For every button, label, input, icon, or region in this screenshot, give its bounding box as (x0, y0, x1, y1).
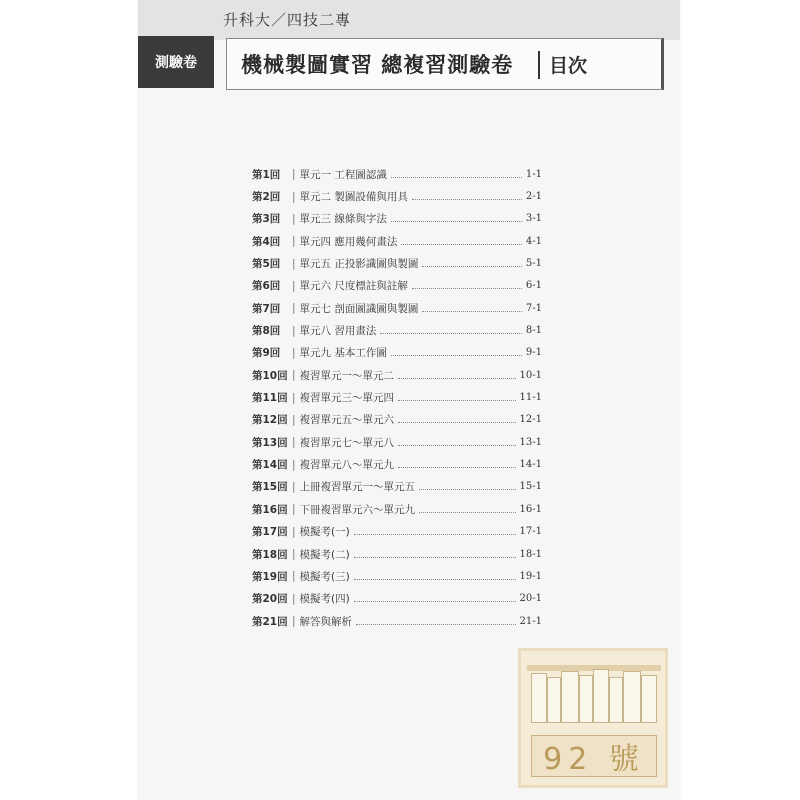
page-title: 機械製圖實習 總複習測驗卷 (241, 53, 514, 77)
toc-entry-page: 2-1 (525, 191, 542, 203)
toc-entry-number: 第7回 (252, 302, 281, 315)
toc-dot-leader (422, 311, 522, 312)
toc-separator: | (292, 324, 296, 337)
toc-entry-number: 第16回 (252, 503, 288, 516)
toc-separator: | (292, 525, 296, 538)
toc-entry-page: 16-1 (519, 503, 542, 515)
toc-entry-number: 第21回 (252, 615, 288, 628)
toc-entry (252, 185, 542, 207)
toc-dot-leader (401, 244, 522, 245)
toc-entry-title: 複習單元三～單元四 (299, 392, 395, 405)
toc-entry-page: 5-1 (525, 258, 542, 270)
toc-entry-page: 4-1 (525, 235, 542, 247)
toc-entry-title: 複習單元八～單元九 (299, 459, 395, 472)
toc-separator: | (292, 257, 296, 270)
toc-dot-leader (419, 512, 515, 513)
toc-dot-leader (398, 378, 515, 379)
toc-dot-leader (398, 445, 515, 446)
toc-entry-page: 18-1 (519, 548, 542, 560)
toc-entry-title: 單元六 尺度標註與註解 (299, 280, 408, 293)
toc-separator: | (292, 436, 296, 449)
toc-entry-number: 第13回 (252, 436, 288, 449)
toc-dot-leader (398, 422, 515, 423)
toc-dot-leader (412, 288, 522, 289)
toc-entry-page: 21-1 (519, 615, 542, 627)
toc-entry-title: 下冊複習單元六～單元九 (299, 503, 416, 516)
toc-dot-leader (354, 557, 516, 558)
toc-dot-leader (354, 534, 516, 535)
toc-dot-leader (412, 199, 522, 200)
toc-entry (252, 386, 542, 408)
toc-dot-leader (398, 400, 515, 401)
toc-separator: | (292, 458, 296, 471)
toc-entry-title: 模擬考(三) (299, 570, 350, 583)
toc-entry (252, 431, 542, 453)
toc-entry (252, 409, 542, 431)
toc-entry-number: 第20回 (252, 593, 288, 606)
toc-entry-page: 11-1 (519, 392, 542, 404)
toc-entry-number: 第19回 (252, 570, 288, 583)
toc-separator: | (292, 548, 296, 561)
toc-separator: | (292, 570, 296, 583)
toc-entry-title: 複習單元一～單元二 (299, 369, 395, 382)
toc-entry-page: 12-1 (519, 414, 542, 426)
toc-dot-leader (391, 221, 522, 222)
toc-entry-page: 13-1 (519, 436, 542, 448)
toc-separator: | (292, 279, 296, 292)
toc-dot-leader (391, 355, 522, 356)
toc-entry-page: 1-1 (525, 168, 542, 180)
toc-entry (252, 275, 542, 297)
toc-dot-leader (356, 624, 515, 625)
toc-entry-number: 第3回 (252, 213, 281, 226)
logo-text: 92 號 (531, 735, 657, 777)
toc-dot-leader (422, 266, 522, 267)
toc-entry-title: 單元五 正投影識圖與製圖 (299, 258, 419, 271)
side-tab: 測驗卷 (138, 36, 214, 88)
toc-entry-page: 19-1 (519, 570, 542, 582)
toc-entry (252, 521, 542, 543)
toc-entry (252, 610, 542, 632)
toc-entry (252, 163, 542, 185)
toc-separator: | (292, 168, 296, 181)
table-of-contents (252, 163, 542, 632)
toc-entry-title: 模擬考(一) (299, 526, 350, 539)
title-box (226, 38, 664, 90)
toc-entry-number: 第6回 (252, 280, 281, 293)
toc-entry-title: 複習單元五～單元六 (299, 414, 395, 427)
toc-entry-title: 單元二 製圖設備與用具 (299, 191, 408, 204)
toc-entry-number: 第14回 (252, 459, 288, 472)
toc-entry-title: 模擬考(二) (299, 548, 350, 561)
toc-dot-leader (354, 579, 516, 580)
toc-dot-leader (419, 489, 515, 490)
toc-entry-number: 第12回 (252, 414, 288, 427)
series-label: 升科大／四技二專 (223, 11, 352, 29)
title-divider (538, 51, 540, 79)
toc-entry-number: 第18回 (252, 548, 288, 561)
toc-separator: | (292, 503, 296, 516)
toc-entry-title: 單元八 習用畫法 (299, 325, 377, 338)
toc-separator: | (292, 369, 296, 382)
header-band (138, 0, 680, 40)
toc-separator: | (292, 346, 296, 359)
toc-entry-title: 單元四 應用幾何畫法 (299, 235, 398, 248)
toc-entry-number: 第8回 (252, 325, 281, 338)
toc-entry (252, 208, 542, 230)
toc-entry (252, 588, 542, 610)
toc-entry-page: 6-1 (525, 280, 542, 292)
toc-entry (252, 342, 542, 364)
toc-dot-leader (380, 333, 522, 334)
toc-entry-page: 14-1 (519, 459, 542, 471)
toc-entry (252, 230, 542, 252)
toc-entry-page: 3-1 (525, 213, 542, 225)
toc-entry-number: 第5回 (252, 258, 281, 271)
toc-entry-number: 第11回 (252, 392, 288, 405)
toc-entry (252, 297, 542, 319)
toc-entry-title: 單元一 工程圖認識 (299, 168, 387, 181)
page-subtitle: 目次 (549, 55, 588, 77)
toc-entry-page: 9-1 (525, 347, 542, 359)
toc-separator: | (292, 235, 296, 248)
toc-dot-leader (391, 177, 522, 178)
toc-separator: | (292, 190, 296, 203)
toc-entry (252, 543, 542, 565)
toc-separator: | (292, 480, 296, 493)
toc-entry-title: 單元三 線條與字法 (299, 213, 387, 226)
toc-dot-leader (354, 601, 516, 602)
toc-entry (252, 364, 542, 386)
toc-entry (252, 476, 542, 498)
toc-entry-number: 第1回 (252, 168, 281, 181)
toc-entry (252, 252, 542, 274)
toc-entry (252, 319, 542, 341)
toc-entry-page: 20-1 (519, 593, 542, 605)
toc-entry-title: 解答與解析 (299, 615, 353, 628)
toc-separator: | (292, 413, 296, 426)
toc-entry-title: 模擬考(四) (299, 593, 350, 606)
toc-entry (252, 453, 542, 475)
watermark-logo (518, 648, 668, 788)
toc-entry-title: 上冊複習單元一～單元五 (299, 481, 416, 494)
toc-entry (252, 498, 542, 520)
toc-entry-number: 第10回 (252, 369, 288, 382)
toc-entry-page: 7-1 (525, 302, 542, 314)
toc-entry-page: 17-1 (519, 526, 542, 538)
toc-entry-page: 8-1 (525, 325, 542, 337)
toc-separator: | (292, 391, 296, 404)
toc-entry-page: 15-1 (519, 481, 542, 493)
toc-separator: | (292, 615, 296, 628)
toc-entry (252, 565, 542, 587)
toc-separator: | (292, 592, 296, 605)
toc-entry-title: 複習單元七～單元八 (299, 436, 395, 449)
toc-entry-number: 第9回 (252, 347, 281, 360)
toc-entry-number: 第15回 (252, 481, 288, 494)
toc-entry-title: 單元九 基本工作圖 (299, 347, 387, 360)
toc-entry-number: 第17回 (252, 526, 288, 539)
toc-separator: | (292, 302, 296, 315)
toc-entry-page: 10-1 (519, 369, 542, 381)
toc-entry-number: 第2回 (252, 191, 281, 204)
toc-entry-number: 第4回 (252, 235, 281, 248)
toc-entry-title: 單元七 剖面圖識圖與製圖 (299, 302, 419, 315)
toc-separator: | (292, 212, 296, 225)
toc-dot-leader (398, 467, 515, 468)
